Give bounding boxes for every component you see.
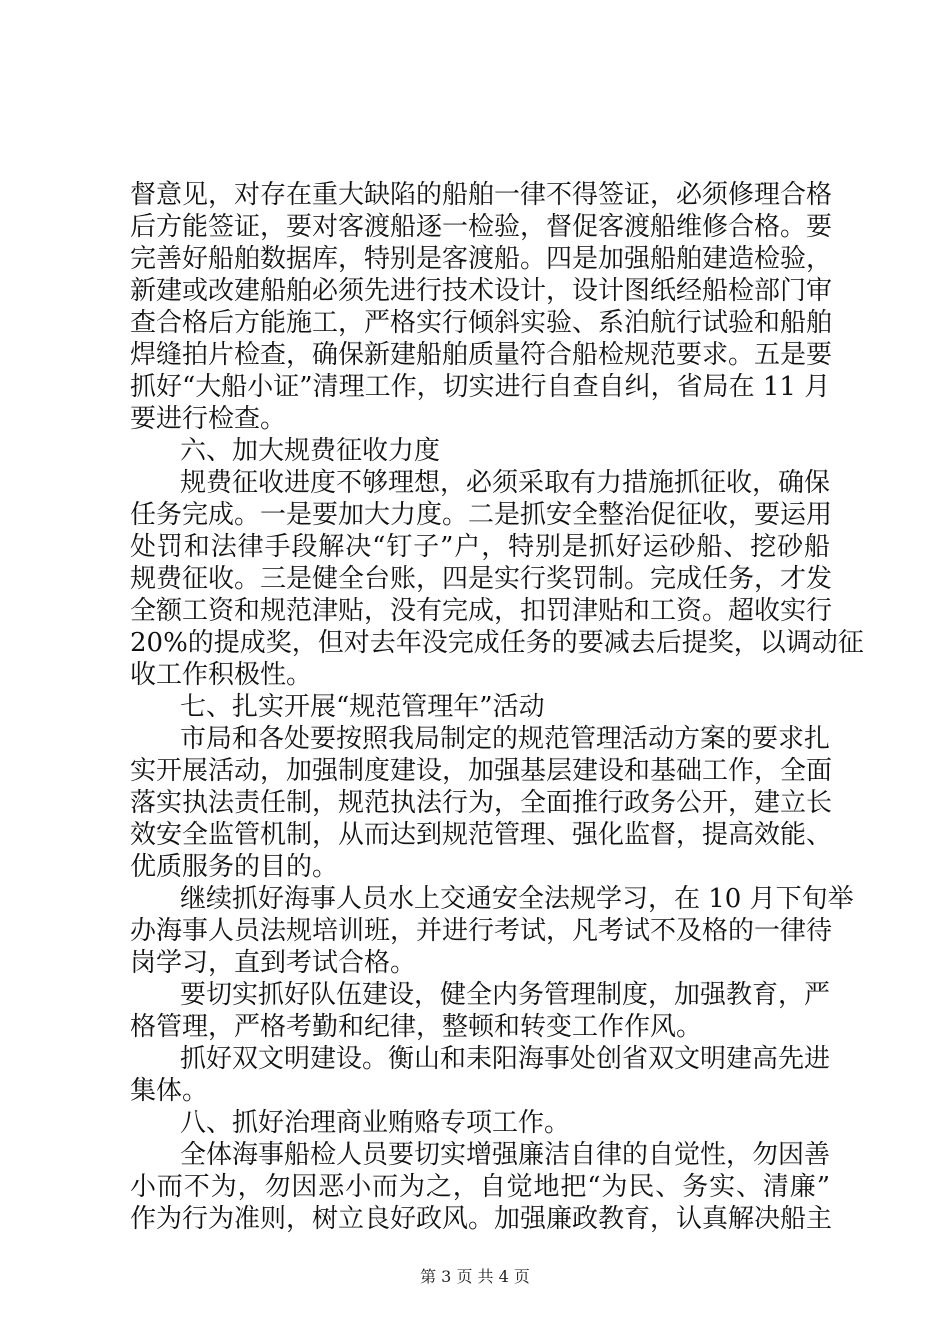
body-text-line: 格管理，严格考勤和纪律，整顿和转变工作作风。 xyxy=(130,1012,703,1042)
body-text-line: 督意见，对存在重大缺陷的船舶一律不得签证，必须修理合格 xyxy=(130,180,833,210)
body-text-line: 岗学习，直到考试合格。 xyxy=(130,948,417,978)
body-text-line: 查合格后方能施工，严格实行倾斜实验、系泊航行试验和船舶 xyxy=(130,308,833,338)
body-text-line: 抓好“大船小证”清理工作，切实进行自查自纠，省局在 11 月 xyxy=(130,372,831,402)
body-text-line: 市局和各处要按照我局制定的规范管理活动方案的要求扎 xyxy=(180,724,831,754)
body-text-line: 小而不为，勿因恶小而为之，自觉地把“为民、务实、清廉” xyxy=(130,1172,830,1202)
body-text-line: 抓好双文明建设。衡山和耒阳海事处创省双文明建高先进 xyxy=(180,1044,831,1074)
page-number-footer: 第 3 页 共 4 页 xyxy=(420,1267,530,1286)
body-text-line: 优质服务的目的。 xyxy=(130,852,339,882)
section-heading: 八、抓好治理商业贿赂专项工作。 xyxy=(180,1108,571,1138)
body-text-line: 任务完成。一是要加大力度。二是抓安全整治促征收，要运用 xyxy=(130,500,833,530)
body-text-line: 作为行为准则，树立良好政风。加强廉政教育，认真解决船主 xyxy=(130,1204,833,1234)
body-text-line: 处罚和法律手段解决“钉子”户，特别是抓好运砂船、挖砂船 xyxy=(130,532,830,562)
body-text-line: 落实执法责任制，规范执法行为，全面推行政务公开，建立长 xyxy=(130,788,833,818)
body-text-line: 办海事人员法规培训班，并进行考试，凡考试不及格的一律待 xyxy=(130,916,833,946)
body-text-line: 实开展活动，加强制度建设，加强基层建设和基础工作，全面 xyxy=(130,756,833,786)
body-text-line: 新建或改建船舶必须先进行技术设计，设计图纸经船检部门审 xyxy=(130,276,833,306)
body-text-line: 效安全监管机制，从而达到规范管理、强化监督，提高效能、 xyxy=(130,820,833,850)
body-text-line: 20%的提成奖，但对去年没完成任务的要减去后提奖，以调动征 xyxy=(130,628,864,658)
body-text-line: 完善好船舶数据库，特别是客渡船。四是加强船舶建造检验， xyxy=(130,244,833,274)
body-text-line: 全体海事船检人员要切实增强廉洁自律的自觉性，勿因善 xyxy=(180,1140,831,1170)
body-text-line: 集体。 xyxy=(130,1076,209,1106)
section-heading: 六、加大规费征收力度 xyxy=(180,436,441,466)
body-text-line: 规费征收。三是健全台账，四是实行奖罚制。完成任务，才发 xyxy=(130,564,833,594)
body-text-line: 后方能签证，要对客渡船逐一检验，督促客渡船维修合格。要 xyxy=(130,212,833,242)
body-text-line: 焊缝拍片检查，确保新建船舶质量符合船检规范要求。五是要 xyxy=(130,340,833,370)
body-text-line: 收工作积极性。 xyxy=(130,660,313,690)
section-heading: 七、扎实开展“规范管理年”活动 xyxy=(180,692,545,722)
body-text-line: 要切实抓好队伍建设，健全内务管理制度，加强教育，严 xyxy=(180,980,831,1010)
body-text-line: 全额工资和规范津贴，没有完成，扣罚津贴和工资。超收实行 xyxy=(130,596,833,626)
body-text-line: 规费征收进度不够理想，必须采取有力措施抓征收，确保 xyxy=(180,468,831,498)
body-text-line: 要进行检查。 xyxy=(130,404,287,434)
body-text-line: 继续抓好海事人员水上交通安全法规学习，在 10 月下旬举 xyxy=(180,884,854,914)
